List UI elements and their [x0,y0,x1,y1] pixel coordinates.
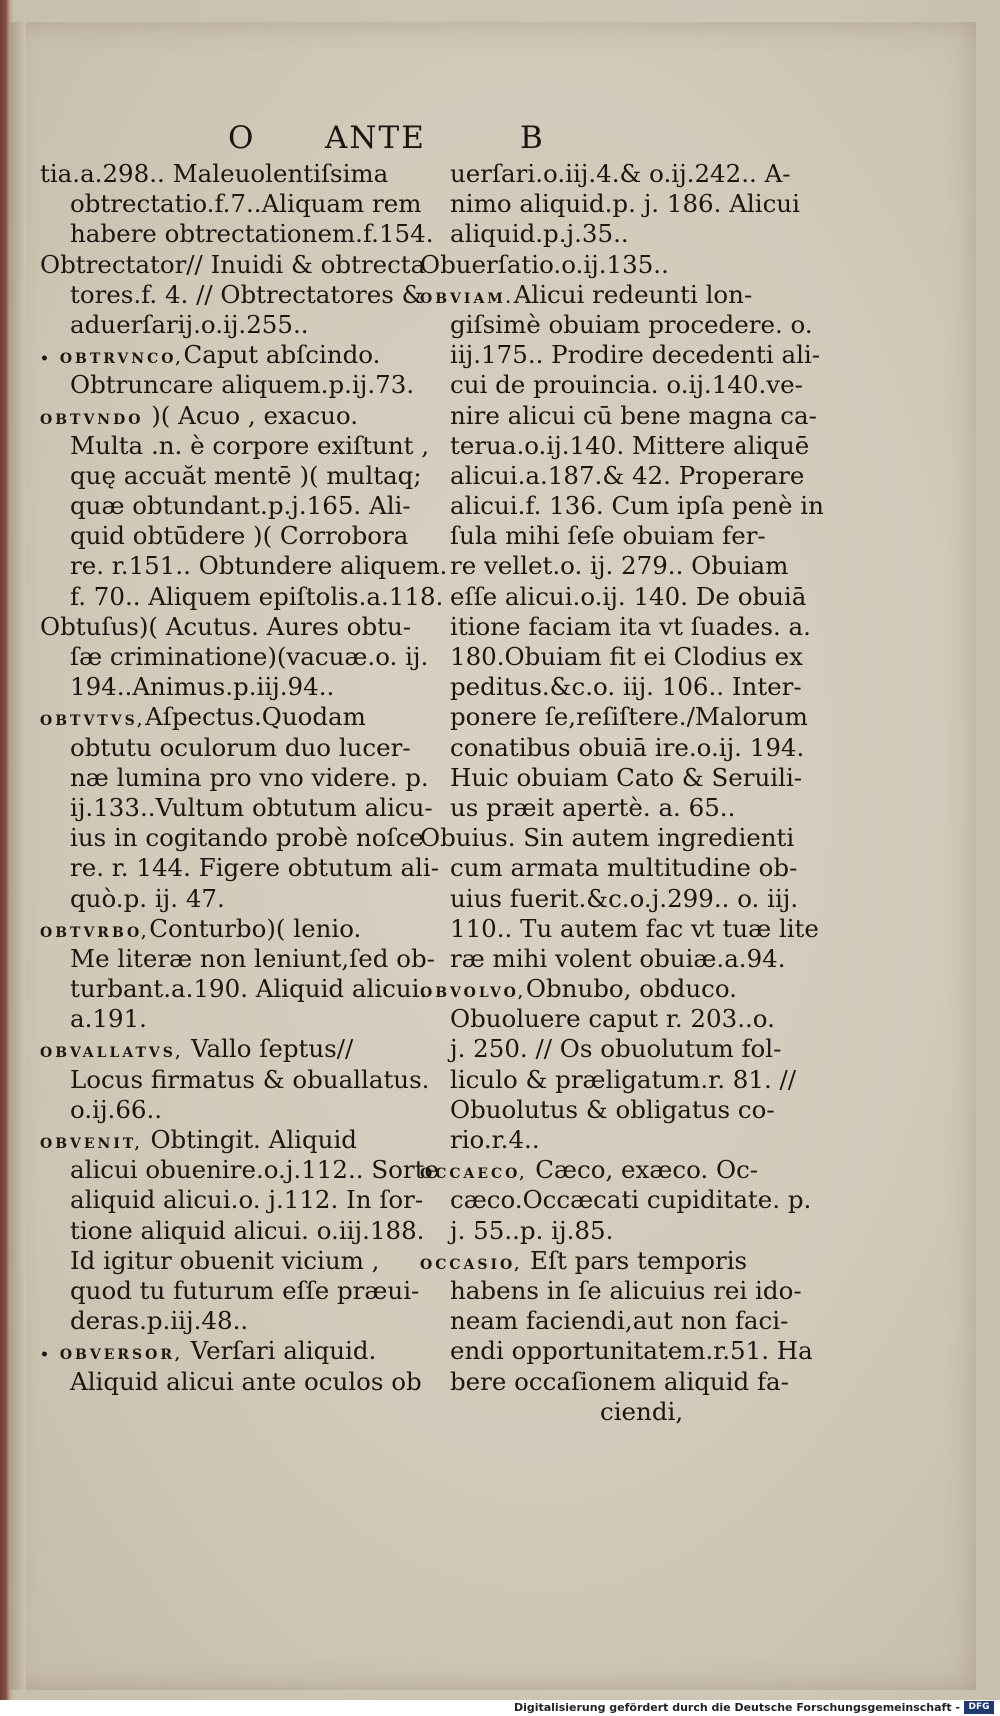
text-line [420,250,800,280]
line-text: alicui.a.187.& 42. Properare [450,460,805,490]
line-text: obtutu oculorum duo lucer- [70,732,411,762]
text-line [40,792,433,823]
text-line [40,279,424,310]
text-line [420,309,813,340]
line-text: quod tu futurum eſſe præui- [70,1275,420,1305]
line-text: Alicui redeunti lon- [513,279,753,309]
line-text: re vellet.o. ij. 279.. Obuiam [450,551,789,581]
text-line [420,1065,800,1095]
line-text: cæco.Occæcati cupiditate. p. [450,1185,812,1215]
text-line [40,430,430,461]
text-line [420,1276,800,1306]
text-line [40,1336,415,1366]
text-line [40,974,428,1004]
line-text: quæ obtundant.p.j.165. Ali- [70,491,411,521]
text-line [40,1004,415,1034]
text-line [40,1215,425,1246]
text-line [40,1095,415,1125]
line-text: aliquid alicui.o. j.112. In ſor- [70,1185,424,1215]
line-text: Obtruncare aliquem.p.ij.73. [70,370,415,400]
text-line [420,340,821,370]
headword: OBVENIT, [40,1136,143,1152]
line-text: rio.r.4.. [450,1125,540,1154]
line-text: eſſe alicui.o.ij. 140. De obuiā [450,581,807,611]
text-line [40,340,415,370]
line-text: Obuolutus & obligatus co- [450,1094,775,1124]
text-line [420,370,803,400]
line-text: terua.o.ij.140. Mittere aliquē [450,430,810,460]
line-text: alicui obuenire.o.j.112.. Sorte [70,1155,439,1185]
text-line [40,914,415,944]
line-text: Me literæ non leniunt,ſed ob- [70,943,435,973]
line-text: Verſari aliquid. [182,1336,377,1366]
page-gutter-edge [10,22,26,1690]
line-text: cum armata multitudine ob- [450,853,798,883]
text-line [40,884,415,914]
text-line [420,430,810,461]
line-text: liculo & præligatum.r. 81. // [450,1064,797,1094]
line-text: a.191. [70,1004,147,1034]
line-text: 180.Obuiam fit ei Clodius ex [450,642,803,671]
text-line [40,1125,415,1155]
dfg-logo: DFG [964,1701,994,1714]
line-text: neam faciendi,aut non faci- [450,1306,789,1336]
line-text: j. 55..p. ij.85. [450,1215,614,1245]
line-text: Id igitur obuenit vicium , [70,1245,380,1275]
catchword: ciendi, [600,1396,684,1426]
text-line [420,400,817,431]
text-line [40,612,415,642]
text-line [40,551,448,581]
line-text: ij.133..Vultum obtutum alicu- [70,792,433,822]
line-text: aliquid.p.j.35.. [450,219,629,249]
line-text: Vallo ſeptus// [183,1034,354,1064]
text-line [40,521,415,551]
text-line [420,793,800,823]
text-line [420,491,824,521]
line-text: næ lumina pro vno videre. p. [70,762,429,792]
text-line [40,1366,422,1397]
text-line [40,1155,439,1185]
line-text: quid obtūdere )( Corrobora [70,521,409,551]
headword: OBVOLVO, [420,985,526,1002]
text-line [40,460,422,491]
text-line [40,853,439,883]
text-line [40,189,422,219]
line-text: turbant.a.190. Aliquid alicui. [70,974,428,1004]
text-line [40,581,444,612]
running-head-second: ANTE [325,120,426,156]
line-text: o.ij.66.. [70,1094,163,1124]
text-line [40,823,424,853]
line-text: quę accuăt mentē )( multaq; [70,460,422,490]
line-text: re. r.151.. Obtundere aliquem. [70,551,448,581]
line-text: peditus.&c.o. iij. 106.. Inter- [450,672,802,702]
line-text: f. 70.. Aliquem epiſtolis.a.118. [70,581,444,611]
left-text-column [40,159,448,1397]
line-text: tione aliquid alicui. o.iij.188. [70,1215,425,1245]
line-text: bere occaſionem aliquid fa- [450,1366,789,1396]
text-line [40,1246,415,1276]
text-line [420,611,811,642]
text-line [420,974,800,1004]
line-text: Obtingit. Aliquid [142,1125,357,1154]
text-line [420,732,805,763]
text-line [40,762,429,793]
line-text: cui de prouincia. o.ij.140.ve- [450,370,803,400]
text-line [420,944,800,974]
line-text: Caput abſcindo. [183,340,381,370]
line-text: Aſpectus.Quodam [145,702,366,732]
line-text: uerſari.o.iij.4.& o.ij.242.. A- [450,159,791,188]
footer-credit-text: Digitalisierung gefördert durch die Deutsche Forschungsgemeinschaft - [513,1701,960,1714]
headword: OBVIAM. [420,290,514,307]
text-line [40,1064,430,1095]
text-line [420,1367,800,1397]
text-line [420,823,800,853]
line-text: nire alicui cū bene magna ca- [450,400,817,430]
text-line [420,1336,813,1366]
line-text: ponere ſe,reſiſtere./Malorum [450,702,808,732]
text-line [420,581,807,612]
line-text: Obnubo, obduco. [525,974,737,1004]
headword: OCCASIO, [420,1256,523,1273]
line-text: ius in cogitando probè noſce [70,823,424,853]
text-line [420,1246,800,1276]
line-text: )( Acuo , exacuo. [143,400,358,430]
line-text: tia.a.298.. Maleuolentiſsima [40,159,389,188]
text-line [420,1125,800,1155]
text-line [40,219,434,249]
text-line [420,672,800,702]
line-text: Aliquid alicui ante oculos ob [70,1366,422,1396]
text-line [40,159,415,189]
running-head-first: O [228,120,256,156]
line-text: tores.f. 4. // Obtrectatores & [70,279,424,309]
text-line [40,702,415,732]
text-line [40,1306,415,1336]
line-text: Obuoluere caput r. 203..o. [450,1004,775,1034]
text-line [40,733,415,763]
text-line [420,1185,812,1215]
text-line [420,189,800,219]
line-text: ræ mihi volent obuiæ.a.94. [450,943,786,973]
text-line [420,642,803,672]
text-line [420,1216,800,1246]
line-text: habens in ſe alicuius rei ido- [450,1275,802,1305]
headword: OBTVTVS, [40,713,146,730]
text-line [420,913,819,944]
line-text: ſæ criminatione)(vacuæ.o. ij. [70,642,429,671]
running-head [0,120,1000,160]
text-line [420,1155,800,1185]
text-line [40,310,415,340]
headword: OBTVRBO, [40,924,150,941]
line-text: Cæco, exæco. Oc- [527,1155,759,1185]
headword: OCCAECO, [420,1166,528,1183]
line-text: Eſt pars temporis [522,1245,748,1275]
text-line [420,702,808,732]
text-line [40,672,415,702]
line-text: Obuius. Sin autem ingredienti [420,823,795,853]
line-text: Obtuſus)( Acutus. Aures obtu- [40,611,412,641]
text-line [420,280,800,310]
line-text: obtrectatio.f.7..Aliquam rem [70,189,422,219]
text-line [420,1034,800,1064]
line-text: iij.175.. Prodire decedenti ali- [450,340,821,370]
line-text: uius fuerit.&c.o.j.299.. o. iij. [450,883,799,913]
text-line [40,642,429,672]
line-text: Obtrectator// Inuidi & obtrecta [40,249,426,279]
line-text: giſsimè obuiam procedere. o. [450,309,813,339]
text-line [420,159,800,189]
text-line [40,1185,424,1215]
running-head-third: B [520,120,545,156]
headword: • OBVERSOR, [40,1347,183,1364]
line-text: conatibus obuiā ire.o.ij. 194. [450,732,805,762]
text-line [40,943,435,974]
headword: • OBTRVNCO, [40,351,184,368]
line-text: quò.p. ij. 47. [70,883,225,913]
line-text: re. r. 144. Figere obtutum ali- [70,853,439,883]
text-line [420,1095,800,1125]
line-text: Locus firmatus & obuallatus. [70,1064,430,1094]
line-text: Multa .n. è corpore exiſtunt , [70,430,430,460]
text-line [420,521,800,551]
headword: OBTVNDO [40,411,144,428]
line-text: ſula mihi ſeſe obuiam fer- [450,521,766,551]
line-text: alicui.f. 136. Cum ipſa penè in [450,491,824,521]
line-text: Conturbo)( lenio. [149,913,362,943]
line-text: endi opportunitatem.r.51. Ha [450,1336,813,1366]
line-text: itione faciam ita vt ſuades. a. [450,611,811,641]
text-line [420,219,800,249]
text-line [420,853,800,883]
text-line [420,1306,800,1336]
line-text: aduerſarij.o.ij.255.. [70,309,309,339]
line-text: 194..Animus.p.iij.94.. [70,672,335,702]
line-text: us præit apertè. a. 65.. [450,792,736,822]
text-line [420,1004,800,1034]
line-text: nimo aliquid.p. j. 186. Alicui [450,189,800,219]
text-line [40,370,415,400]
text-line [40,401,415,431]
digitization-footer [0,1700,1000,1716]
line-text: Huic obuiam Cato & Seruili- [450,762,803,792]
line-text: habere obtrectationem.f.154. [70,219,434,249]
text-line [40,249,426,280]
text-line [420,551,800,581]
headword: OBVALLATVS, [40,1045,184,1062]
text-line [40,491,415,521]
text-line [420,460,805,491]
right-text-column [420,159,824,1427]
line-text: Obuerſatio.o.ij.135.. [420,249,669,279]
line-text: j. 250. // Os obuolutum fol- [450,1034,782,1064]
text-line [420,884,800,914]
line-text: deras.p.iij.48.. [70,1306,249,1336]
line-text: 110.. Tu autem fac vt tuæ lite [450,913,819,943]
text-line [40,1034,415,1064]
text-line [420,762,803,793]
text-line [40,1275,420,1306]
